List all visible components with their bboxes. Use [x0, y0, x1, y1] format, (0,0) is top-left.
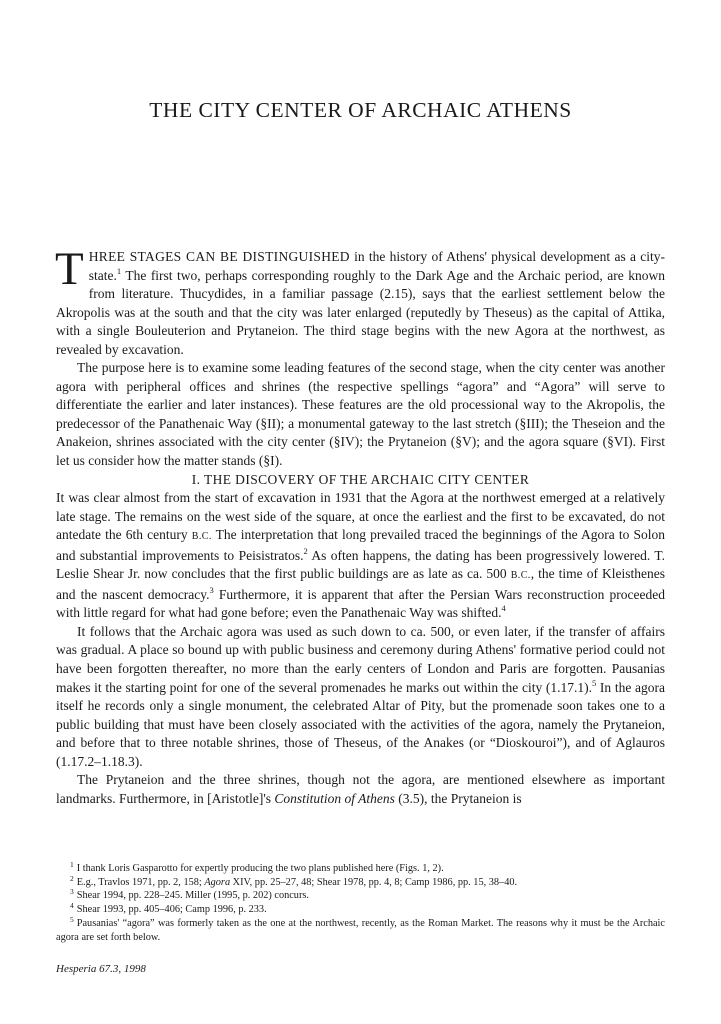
page-title: THE CITY CENTER OF ARCHAIC ATHENS: [149, 98, 572, 122]
journal-citation: Hesperia 67.3, 1998: [56, 963, 146, 975]
paragraph-5: [56, 771, 665, 808]
paragraph-1-text-b: The first two, perhaps corresponding roughly to the Dark Age and the Archaic period, are known from literature. Thucydides, in a familiar passage (2.15), says that the earliest settlement below the Akropolis was at the south and that the city was later enlarged (reputedly by Theseus) as the capital of Attika, with a single Bouleuterion and Prytaneion. The third stage begins with the new Agora at the northwest, as revealed by excavation.: [56, 267, 665, 357]
footnote-number: 3: [70, 887, 74, 897]
footnote-4: [56, 903, 665, 917]
drop-cap: T: [55, 243, 84, 295]
paragraph-1-text-a: in the history of Athens' physical development as a city-state.: [88, 249, 665, 283]
footnote-ref-1[interactable]: 1: [116, 265, 122, 276]
footnote-number: 4: [70, 901, 74, 911]
paragraph-2: The purpose here is to examine some leading features of the second stage, when the city center was another agora with peripheral offices and shrines (the respective spellings “agora” and “Agora” will serve to differentiate the earlier and later instances). These features are the old processional way to the Akropolis, the predecessor of the Panathenaic Way (§II); a monumental gateway to the last stretch (§III); the Theseion and the Anakeion, shrines associated with the city center (§IV); the Prytaneion (§V); and the agora square (§VI). First let us consider how the matter stands (§I).: [56, 360, 665, 469]
section-heading: I. THE DISCOVERY OF THE ARCHAIC CITY CENTER: [191, 471, 530, 487]
paragraph-5-text-a: The Prytaneion and the three shrines, though not the agora, are mentioned elsewhere as important landmarks. Furthermore, in [Aristotle]'s: [56, 772, 665, 806]
paragraph-4: [56, 623, 665, 771]
bc-abbrev: B.C.: [510, 570, 531, 582]
book-title: Constitution of Athens: [274, 790, 395, 806]
paragraph-3: [56, 489, 665, 623]
article-body: [55, 243, 665, 808]
footnote-ref-4[interactable]: 4: [501, 603, 506, 614]
paragraph-3-text-b: The interpretation that long prevailed traced the beginnings of the Agora to Solon and substantial improvements to Peisistratos.: [56, 527, 665, 563]
footnote-text: Shear 1994, pp. 228–245. Miller (1995, p. 202) concurs.: [76, 890, 309, 902]
footnote-number: 1: [70, 860, 74, 869]
footnote-text: I thank Loris Gasparotto for expertly producing the two plans published here (Figs. 1, 2).: [76, 863, 444, 874]
footnotes: [56, 862, 665, 944]
footnote-5: [56, 914, 665, 944]
paragraph-3-text-e: Furthermore, it is apparent that after the Persian Wars reconstruction proceeded with little regard for what had gone before; even the Panathenaic Way was shifted.: [56, 586, 665, 621]
footnote-text: XIV, pp. 25–27, 48; Shear 1978, pp. 4, 8; Camp 1986, pp. 15, 38–40.: [230, 876, 518, 888]
footnote-italic: Agora: [204, 876, 231, 888]
footnote-2: [56, 873, 665, 890]
paragraph-4-text-b: In the agora itself he records only a single monument, the celebrated Altar of Pity, but the promenade soon takes one to a public building that must have been closely associated with the activities of the agora, namely the Prytaneion, and before that to three notable shrines, those of Theseus, of the Anakes (or “Dioskouroi”), and of Aglauros (1.17.2–1.18.3).: [56, 679, 665, 769]
footnote-number: 2: [70, 873, 74, 883]
footnote-ref-3[interactable]: 3: [209, 584, 214, 595]
footnote-ref-2[interactable]: 2: [303, 545, 308, 556]
bc-abbrev: B.C.: [191, 531, 212, 543]
lead-small-caps: HREE STAGES CAN BE DISTINGUISHED: [88, 249, 350, 264]
paragraph-3-text-a: It was clear almost from the start of excavation in 1931 that the Agora at the northwest emerged at a relatively late stage. The remains on the west side of the square, at once the earliest and the first to be excavated, do not antedate the 6th century: [56, 490, 665, 543]
paragraph-3-text-c: As often happens, the dating has been progressively lowered. T. Leslie Shear Jr. now concludes that the first public buildings are as late as ca. 500: [56, 547, 665, 582]
footnote-text: E.g., Travlos 1971, pp. 2, 158;: [76, 876, 205, 888]
paragraph-5-text-b: (3.5), the Prytaneion is: [394, 790, 522, 806]
paragraph-3-text-d: , the time of Kleisthenes and the nascent democracy.: [56, 566, 665, 602]
footnote-3: [56, 889, 665, 903]
footnote-number: 5: [70, 914, 74, 924]
footnote-ref-5[interactable]: 5: [592, 677, 597, 688]
footnote-text: Shear 1993, pp. 405–406; Camp 1996, p. 233.: [76, 904, 267, 916]
footnote-text: Pausanias' “agora” was formerly taken as the one at the northwest, recently, as the Roman Market. The reasons why it must be the Archaic agora are set forth below.: [56, 917, 665, 943]
paragraph-4-text-a: It follows that the Archaic agora was used as such down to ca. 500, or even later, if the transfer of affairs was gradual. A place so bound up with public business and ceremony during Athens' formative period could not have been forgotten thereafter, no more than the early centers of London and Paris are forgotten. Pausanias makes it the starting point for one of the several promenades he marks out within the city (1.17.1).: [56, 623, 665, 695]
paragraph-1: [55, 243, 665, 359]
footnote-1: [56, 862, 665, 876]
